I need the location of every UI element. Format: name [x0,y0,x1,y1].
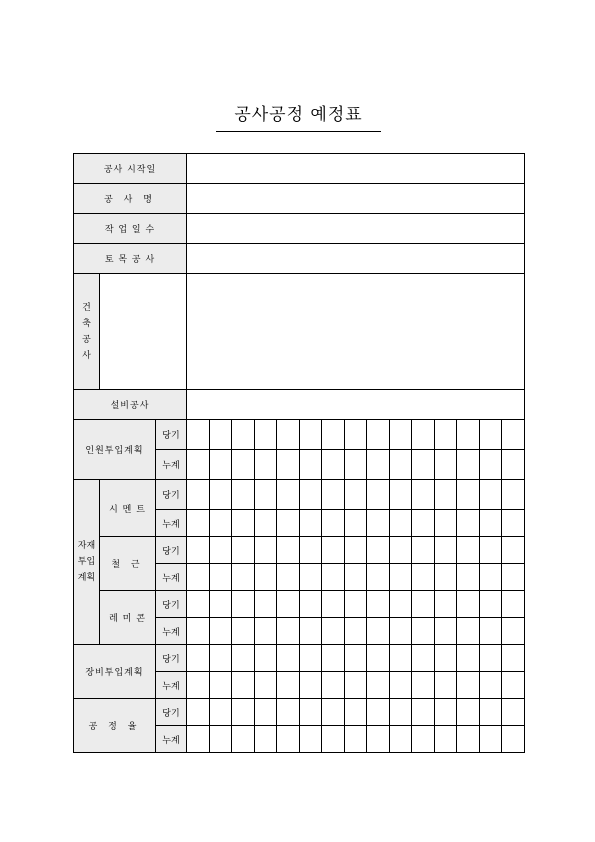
grid-cell[interactable] [299,564,322,591]
label-facility-works: 설비공사 [74,390,187,420]
grid-cell[interactable] [434,420,457,450]
grid-cell[interactable] [457,591,480,618]
sub-current: 당기 [156,420,187,450]
sub-current: 당기 [156,480,187,510]
grid-cell[interactable] [502,672,525,699]
label-building-works [74,274,100,390]
grid-cell[interactable] [232,537,255,564]
grid-cell[interactable] [412,645,435,672]
grid-cell[interactable] [502,537,525,564]
sub-current: 당기 [156,699,187,726]
grid-cell[interactable] [322,450,345,480]
value-building-works[interactable] [187,274,525,390]
grid-cell[interactable] [502,564,525,591]
value-work-days[interactable] [187,214,525,244]
grid-cell[interactable] [254,672,277,699]
grid-cell[interactable] [187,645,210,672]
grid-cell[interactable] [367,672,390,699]
grid-cell[interactable] [367,537,390,564]
grid-cell[interactable] [187,699,210,726]
grid-cell[interactable] [232,450,255,480]
grid-cell[interactable] [322,591,345,618]
grid-cell[interactable] [344,726,367,753]
grid-cell[interactable] [479,672,502,699]
grid-cell[interactable] [209,537,232,564]
grid-cell[interactable] [322,645,345,672]
grid-cell[interactable] [299,450,322,480]
grid-cell[interactable] [322,564,345,591]
grid-cell[interactable] [434,480,457,510]
sub-current: 당기 [156,645,187,672]
grid-cell[interactable] [412,672,435,699]
grid-cell[interactable] [479,726,502,753]
grid-cell[interactable] [412,726,435,753]
grid-cell[interactable] [209,564,232,591]
sub-cumulative: 누계 [156,618,187,645]
grid-cell[interactable] [389,564,412,591]
grid-cell[interactable] [232,699,255,726]
grid-cell[interactable] [322,672,345,699]
grid-cell[interactable] [277,480,300,510]
value-project-name[interactable] [187,184,525,214]
label-material-plan [74,480,100,645]
grid-cell[interactable] [479,645,502,672]
grid-cell[interactable] [254,726,277,753]
grid-cell[interactable] [232,726,255,753]
grid-cell[interactable] [277,510,300,537]
grid-cell[interactable] [277,699,300,726]
grid-cell[interactable] [457,450,480,480]
grid-cell[interactable] [254,480,277,510]
grid-cell[interactable] [277,645,300,672]
label-civil-works: 토 목 공 사 [74,244,187,274]
grid-cell[interactable] [187,618,210,645]
grid-cell[interactable] [299,537,322,564]
building-char: 건 [82,302,91,313]
building-char: 공 [82,334,91,345]
grid-cell[interactable] [277,450,300,480]
grid-cell[interactable] [389,699,412,726]
sub-current: 당기 [156,537,187,564]
grid-cell[interactable] [344,645,367,672]
sub-cumulative: 누계 [156,510,187,537]
grid-cell[interactable] [389,450,412,480]
grid-cell[interactable] [187,480,210,510]
grid-cell[interactable] [479,591,502,618]
grid-cell[interactable] [502,591,525,618]
grid-cell[interactable] [367,618,390,645]
grid-cell[interactable] [254,699,277,726]
schedule-table [73,153,525,753]
grid-cell[interactable] [232,510,255,537]
material-line: 투입 [77,557,96,567]
grid-cell[interactable] [412,699,435,726]
grid-cell[interactable] [457,726,480,753]
grid-cell[interactable] [209,480,232,510]
grid-cell[interactable] [457,672,480,699]
grid-cell[interactable] [209,450,232,480]
grid-cell[interactable] [457,618,480,645]
grid-cell[interactable] [277,537,300,564]
building-sub-cell[interactable] [100,274,187,390]
grid-cell[interactable] [232,591,255,618]
grid-cell[interactable] [367,645,390,672]
grid-cell[interactable] [412,537,435,564]
grid-cell[interactable] [322,510,345,537]
grid-cell[interactable] [457,420,480,450]
value-civil-works[interactable] [187,244,525,274]
grid-cell[interactable] [367,699,390,726]
grid-cell[interactable] [232,672,255,699]
grid-cell[interactable] [322,537,345,564]
grid-cell[interactable] [209,726,232,753]
grid-cell[interactable] [299,672,322,699]
grid-cell[interactable] [412,510,435,537]
grid-cell[interactable] [277,420,300,450]
grid-cell[interactable] [299,699,322,726]
grid-cell[interactable] [277,591,300,618]
grid-cell[interactable] [457,699,480,726]
grid-cell[interactable] [367,591,390,618]
grid-cell[interactable] [232,480,255,510]
grid-cell[interactable] [344,537,367,564]
grid-cell[interactable] [299,480,322,510]
grid-cell[interactable] [367,564,390,591]
grid-cell[interactable] [277,726,300,753]
grid-cell[interactable] [232,618,255,645]
grid-cell[interactable] [187,510,210,537]
grid-cell[interactable] [502,726,525,753]
grid-cell[interactable] [457,564,480,591]
grid-cell[interactable] [502,480,525,510]
grid-cell[interactable] [254,618,277,645]
grid-cell[interactable] [457,537,480,564]
label-work-days: 작 업 일 수 [74,214,187,244]
grid-cell[interactable] [389,480,412,510]
grid-cell[interactable] [434,510,457,537]
grid-cell[interactable] [502,699,525,726]
grid-cell[interactable] [367,420,390,450]
grid-cell[interactable] [389,537,412,564]
sub-current: 당기 [156,591,187,618]
sub-cumulative: 누계 [156,726,187,753]
grid-cell[interactable] [389,672,412,699]
grid-cell[interactable] [412,480,435,510]
grid-cell[interactable] [322,726,345,753]
grid-cell[interactable] [254,591,277,618]
grid-cell[interactable] [389,618,412,645]
grid-cell[interactable] [322,699,345,726]
grid-cell[interactable] [299,591,322,618]
grid-cell[interactable] [479,450,502,480]
label-equipment-plan: 장비투입계획 [74,645,156,699]
grid-cell[interactable] [209,645,232,672]
sub-cumulative: 누계 [156,450,187,480]
grid-cell[interactable] [209,699,232,726]
grid-cell[interactable] [412,591,435,618]
grid-cell[interactable] [232,645,255,672]
grid-cell[interactable] [434,699,457,726]
building-char: 사 [82,350,91,361]
grid-cell[interactable] [367,480,390,510]
grid-cell[interactable] [434,645,457,672]
grid-cell[interactable] [367,510,390,537]
grid-cell[interactable] [344,699,367,726]
grid-cell[interactable] [412,564,435,591]
label-labor-plan: 인원투입계획 [74,420,156,480]
grid-cell[interactable] [344,510,367,537]
grid-cell[interactable] [209,510,232,537]
grid-cell[interactable] [299,510,322,537]
grid-cell[interactable] [479,480,502,510]
grid-cell[interactable] [322,618,345,645]
grid-cell[interactable] [479,510,502,537]
grid-cell[interactable] [187,450,210,480]
sub-cumulative: 누계 [156,564,187,591]
grid-cell[interactable] [479,420,502,450]
grid-cell[interactable] [344,618,367,645]
grid-cell[interactable] [389,420,412,450]
grid-cell[interactable] [502,618,525,645]
grid-cell[interactable] [187,420,210,450]
grid-cell[interactable] [277,672,300,699]
title-block [216,104,381,132]
grid-cell[interactable] [254,537,277,564]
grid-cell[interactable] [434,564,457,591]
material-line: 계획 [77,573,96,583]
grid-cell[interactable] [254,420,277,450]
grid-cell[interactable] [232,420,255,450]
grid-cell[interactable] [457,480,480,510]
grid-cell[interactable] [344,480,367,510]
grid-cell[interactable] [479,537,502,564]
grid-cell[interactable] [187,726,210,753]
grid-cell[interactable] [344,420,367,450]
grid-cell[interactable] [502,420,525,450]
grid-cell[interactable] [344,564,367,591]
value-facility-works[interactable] [187,390,525,420]
grid-cell[interactable] [277,564,300,591]
label-progress-rate: 공 정 율 [74,699,156,753]
grid-cell[interactable] [209,420,232,450]
label-cement: 시 멘 트 [100,480,156,537]
grid-cell[interactable] [434,672,457,699]
grid-cell[interactable] [389,510,412,537]
value-start-date[interactable] [187,154,525,184]
grid-cell[interactable] [434,726,457,753]
grid-cell[interactable] [187,591,210,618]
grid-cell[interactable] [209,672,232,699]
grid-cell[interactable] [367,450,390,480]
title-underline [216,131,381,132]
grid-cell[interactable] [502,645,525,672]
grid-cell[interactable] [187,537,210,564]
grid-cell[interactable] [344,591,367,618]
grid-cell[interactable] [299,420,322,450]
grid-cell[interactable] [389,591,412,618]
grid-cell[interactable] [254,450,277,480]
grid-cell[interactable] [299,645,322,672]
label-remicon: 레 미 콘 [100,591,156,645]
grid-cell[interactable] [299,618,322,645]
grid-cell[interactable] [389,645,412,672]
label-rebar: 철 근 [100,537,156,591]
sub-cumulative: 누계 [156,672,187,699]
grid-cell[interactable] [187,672,210,699]
label-start-date: 공사 시작일 [74,154,187,184]
grid-cell[interactable] [502,510,525,537]
grid-cell[interactable] [344,450,367,480]
grid-cell[interactable] [479,564,502,591]
grid-cell[interactable] [457,645,480,672]
grid-cell[interactable] [479,618,502,645]
grid-cell[interactable] [479,699,502,726]
grid-cell[interactable] [389,726,412,753]
grid-cell[interactable] [254,564,277,591]
grid-cell[interactable] [502,450,525,480]
grid-cell[interactable] [367,726,390,753]
grid-cell[interactable] [434,618,457,645]
grid-cell[interactable] [322,480,345,510]
grid-cell[interactable] [412,618,435,645]
grid-cell[interactable] [412,450,435,480]
grid-cell[interactable] [457,510,480,537]
grid-cell[interactable] [209,591,232,618]
grid-cell[interactable] [232,564,255,591]
grid-cell[interactable] [277,618,300,645]
material-line: 자재 [77,541,96,551]
grid-cell[interactable] [254,645,277,672]
grid-cell[interactable] [412,420,435,450]
grid-cell[interactable] [299,726,322,753]
grid-cell[interactable] [434,537,457,564]
document-title: 공사공정 예정표 [234,105,363,125]
grid-cell[interactable] [434,591,457,618]
grid-cell[interactable] [209,618,232,645]
grid-cell[interactable] [254,510,277,537]
grid-cell[interactable] [344,672,367,699]
building-char: 축 [82,318,91,329]
label-project-name: 공 사 명 [74,184,187,214]
grid-cell[interactable] [322,420,345,450]
grid-cell[interactable] [434,450,457,480]
grid-cell[interactable] [187,564,210,591]
